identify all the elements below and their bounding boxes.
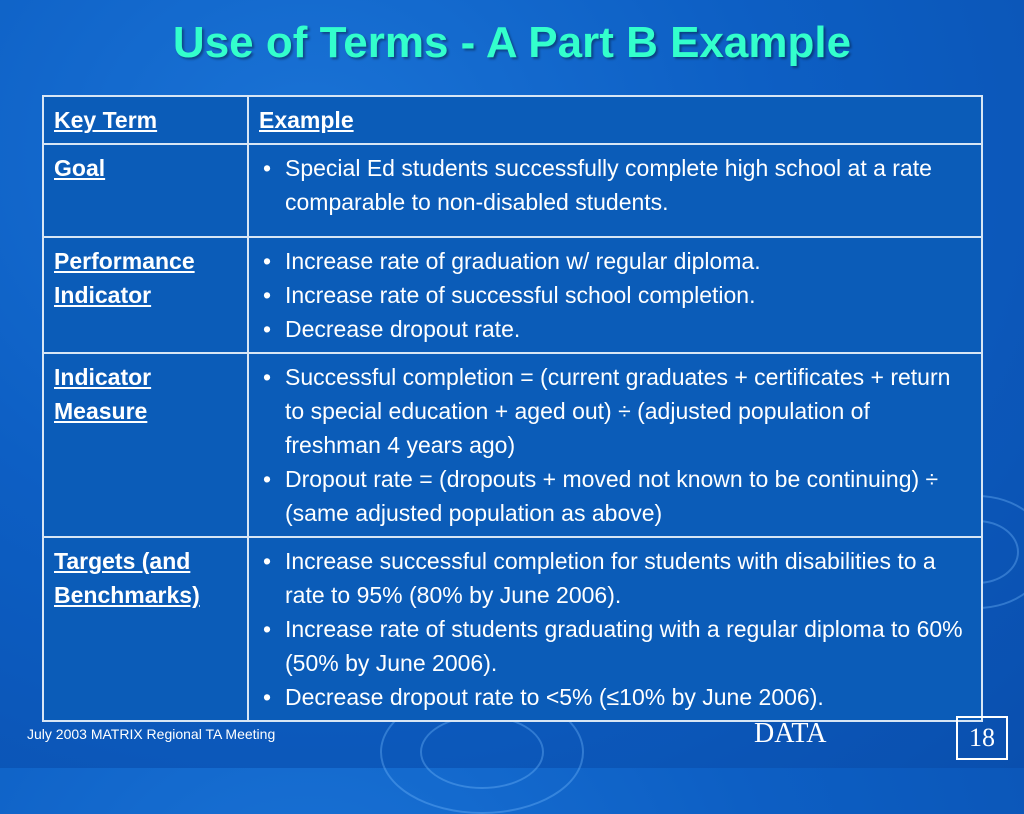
list-item: • Increase rate of graduation w/ regular diploma. [263, 248, 761, 274]
list-item: • Increase rate of successful school completion. [263, 282, 756, 308]
example-cell [248, 353, 982, 537]
list-item: • Special Ed students successfully complete high school at a rate comparable to non-disabled students. [263, 155, 932, 215]
background-ripple [420, 715, 544, 789]
table-row [43, 537, 982, 721]
list-item: • Successful completion = (current graduates + certificates + return to special education + aged out) ÷ (adjusted population of freshman 4 years ago) [263, 364, 951, 458]
footer-section-label: DATA [754, 718, 827, 749]
term-targets-benchmarks: Targets (and Benchmarks) [43, 537, 248, 721]
table-row [43, 144, 982, 237]
example-cell [248, 537, 982, 721]
list-item: • Increase successful completion for students with disabilities to a rate to 95% (80% by June 2006). [263, 548, 936, 608]
footer-meeting-text: July 2003 MATRIX Regional TA Meeting [27, 726, 276, 742]
page-number: 18 [956, 716, 1008, 760]
header-key-term: Key Term [43, 96, 248, 144]
table-header-row [43, 96, 982, 144]
table-row [43, 237, 982, 353]
list-item: • Decrease dropout rate. [263, 316, 521, 342]
list-item: • Decrease dropout rate to <5% (≤10% by June 2006). [263, 684, 824, 710]
list-item: • Dropout rate = (dropouts + moved not known to be continuing) ÷ (same adjusted population as above) [263, 466, 939, 526]
slide-title: Use of Terms - A Part B Example [172, 18, 852, 67]
header-example: Example [248, 96, 982, 144]
key-terms-table [42, 95, 983, 722]
term-indicator-measure: Indicator Measure [43, 353, 248, 537]
example-cell [248, 237, 982, 353]
term-goal: Goal [43, 144, 248, 237]
term-performance-indicator: Performance Indicator [43, 237, 248, 353]
table-row [43, 353, 982, 537]
example-cell [248, 144, 982, 237]
list-item: • Increase rate of students graduating with a regular diploma to 60% (50% by June 2006). [263, 616, 963, 676]
